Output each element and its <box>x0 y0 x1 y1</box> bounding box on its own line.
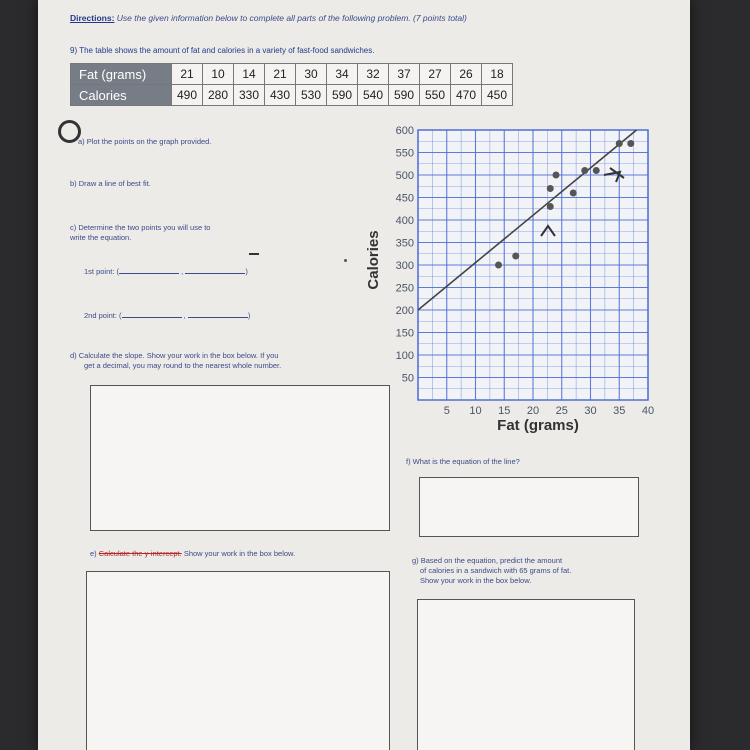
x-tick-label: 35 <box>613 405 626 417</box>
first-point-label: 1st point: <box>84 267 115 276</box>
part-c-line2: write the equation. <box>70 233 132 242</box>
data-point <box>547 185 554 192</box>
scatter-graph <box>38 0 690 750</box>
part-e-struck: Calculate the y-intercept. <box>98 549 182 558</box>
y-tick-label: 100 <box>395 350 414 362</box>
paren-open: ( <box>116 267 120 276</box>
worksheet-page <box>38 0 690 750</box>
fat-cell: 34 <box>327 64 358 85</box>
comma: , <box>183 311 186 320</box>
y-tick-label: 250 <box>395 282 414 295</box>
part-f-text: f) What is the equation of the line? <box>406 457 520 466</box>
calories-cell: 330 <box>234 85 265 106</box>
part-g-line3: Show your work in the box below. <box>420 576 532 585</box>
fat-cell: 18 <box>482 64 513 85</box>
part-d-line1: d) Calculate the slope. Show your work in the box below. If you <box>70 351 279 360</box>
part-b-text: b) Draw a line of best fit. <box>70 179 151 188</box>
fat-cell: 27 <box>420 64 451 85</box>
part-g-line2: of calories in a sandwich with 65 grams of fat. <box>420 566 572 575</box>
fat-cell: 26 <box>451 64 482 85</box>
data-point <box>581 167 588 174</box>
part-e-rest: Show your work in the box below. <box>181 549 296 558</box>
data-point <box>495 262 502 269</box>
part-g-line1: g) Based on the equation, predict the amount <box>412 556 563 565</box>
x-tick-label: 30 <box>584 405 597 417</box>
fat-row-label: Fat (grams) <box>71 64 172 85</box>
y-axis-label: Calories <box>365 230 382 290</box>
data-point <box>627 140 634 147</box>
data-point <box>512 253 519 260</box>
data-point <box>570 190 577 197</box>
fat-cell: 37 <box>389 64 420 85</box>
part-c-line1: c) Determine the two points you will use to <box>70 223 211 232</box>
x-tick-label: 5 <box>443 405 450 417</box>
y-tick-label: 200 <box>395 305 414 317</box>
x-tick-label: 25 <box>555 405 568 417</box>
calories-row-label: Calories <box>71 85 172 106</box>
fat-cell: 10 <box>203 64 234 85</box>
calories-cell: 550 <box>420 85 451 106</box>
paren-close: ) <box>245 267 248 276</box>
second-point-label: 2nd point: <box>84 311 117 320</box>
directions-label: Directions: <box>70 13 115 23</box>
y-tick-label: 400 <box>395 215 414 227</box>
calories-cell: 450 <box>482 85 513 106</box>
calories-cell: 430 <box>265 85 296 106</box>
data-point <box>553 172 560 179</box>
y-tick-label: 150 <box>395 327 414 340</box>
fat-cell: 14 <box>234 64 265 85</box>
x-tick-label: 20 <box>526 405 540 417</box>
calories-cell: 590 <box>389 85 420 106</box>
fat-cell: 21 <box>172 64 203 85</box>
question-intro: 9) The table shows the amount of fat and calories in a variety of fast-food sandwiches. <box>70 46 375 55</box>
data-point <box>616 140 623 147</box>
y-tick-label: 500 <box>395 170 414 182</box>
y-tick-label: 350 <box>395 237 414 250</box>
x-tick-label: 40 <box>641 405 655 417</box>
calories-cell: 490 <box>172 85 203 106</box>
paren-open: ( <box>119 311 122 320</box>
directions-text: Use the given information below to complete all parts of the following problem. (7 points total) <box>114 13 467 23</box>
part-d-line2: get a decimal, you may round to the nearest whole number. <box>84 361 282 370</box>
calories-cell: 470 <box>451 85 482 106</box>
data-point <box>593 167 600 174</box>
x-tick-label: 15 <box>498 405 511 417</box>
paren-close: ) <box>247 311 251 320</box>
x-tick-label: 10 <box>469 405 482 417</box>
y-tick-label: 550 <box>395 147 414 160</box>
part-a-text: a) Plot the points on the graph provided. <box>78 137 212 146</box>
y-tick-label: 300 <box>395 260 414 272</box>
calories-cell: 280 <box>203 85 234 106</box>
y-tick-label: 50 <box>401 372 414 385</box>
calories-cell: 540 <box>358 85 389 106</box>
fat-cell: 21 <box>265 64 296 85</box>
x-axis-label: Fat (grams) <box>497 417 579 434</box>
calories-cell: 530 <box>296 85 327 106</box>
calories-cell: 590 <box>327 85 358 106</box>
part-e-prefix: e) <box>90 549 99 558</box>
y-tick-label: 450 <box>395 192 414 205</box>
comma: , <box>181 267 184 276</box>
fat-cell: 32 <box>358 64 389 85</box>
fat-cell: 30 <box>296 64 327 85</box>
y-tick-label: 600 <box>395 125 414 137</box>
data-point <box>547 203 554 210</box>
